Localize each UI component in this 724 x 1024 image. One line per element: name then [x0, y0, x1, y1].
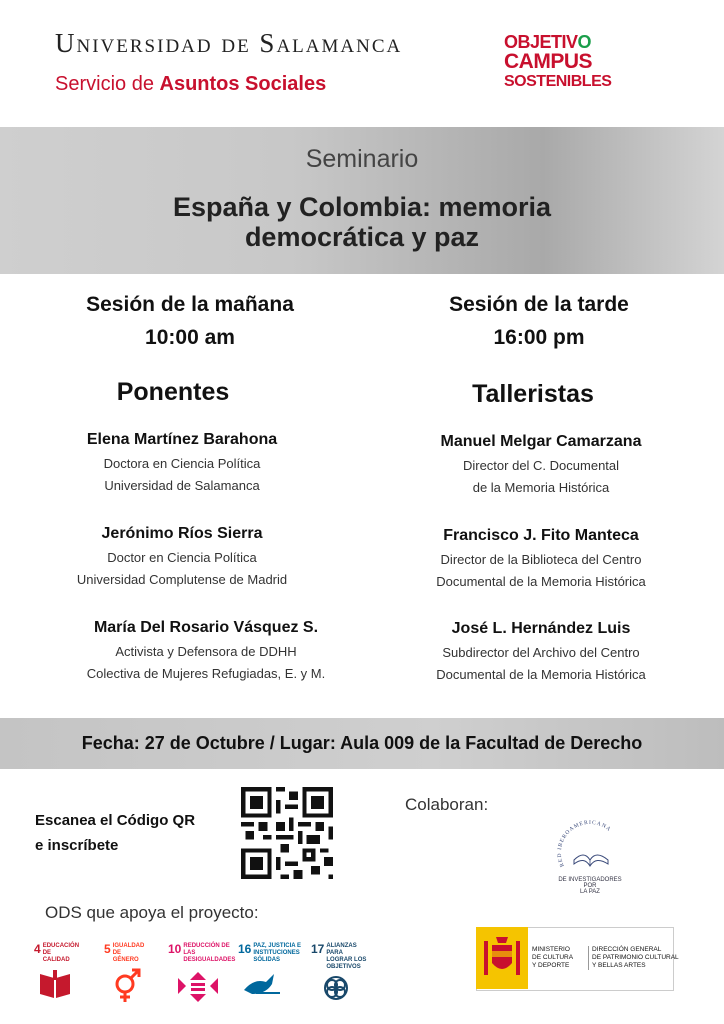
- workshop-leader-3: José L. Hernández Luis Subdirector del Archivo del Centro Documental de la Memoria Histórica: [436, 620, 646, 682]
- sdg-17: 17 ALIANZAS PARA LOGRAR LOS OBJETIVOS: [311, 943, 367, 1010]
- speaker-2: Jerónimo Ríos Sierra Doctor en Ciencia Política Universidad Complutense de Madrid: [76, 525, 288, 587]
- qr-code[interactable]: [241, 787, 333, 879]
- sdg-5: 5 IGUALDAD DE GÉNERO: [104, 943, 146, 1009]
- book-icon: [34, 964, 76, 1000]
- session-title: Sesión de la tarde: [449, 293, 629, 316]
- sdg-16: 16 PAZ, JUSTICIA E INSTITUCIONES SÓLIDAS: [238, 943, 302, 1003]
- session-time: 16:00 pm: [493, 326, 585, 349]
- sdg-4: 4 EDUCACIÓN DE CALIDAD: [34, 943, 76, 1005]
- session-title: Sesión de la mañana: [86, 293, 294, 316]
- ponentes-heading: Ponentes: [116, 378, 230, 406]
- sdg-10: 10 REDUCCIÓN DE LAS DESIGUALDADES: [168, 943, 228, 1009]
- afternoon-session: [369, 288, 709, 354]
- workshop-leader-1: Manuel Melgar Camarzana Director del C. Documental de la Memoria Histórica: [440, 433, 642, 495]
- session-time: 10:00 am: [145, 326, 235, 349]
- book-logo-icon: [552, 820, 628, 872]
- speaker-3: María Del Rosario Vásquez S. Activista y Defensora de DDHH Colectiva de Mujeres Refugiadas, E. y M.: [86, 619, 326, 681]
- objetivo-campus-logo: OBJETIVO CAMPUS SOSTENIBLES: [504, 32, 612, 90]
- direccion-general-name: DIRECCIÓN GENERAL DE PATRIMONIO CULTURAL Y BELLAS ARTES: [588, 946, 679, 970]
- morning-session: [20, 288, 360, 354]
- qr-instructions: Escanea el Código QR e inscríbete: [35, 812, 196, 854]
- university-name: Universidad de Salamanca: [55, 28, 403, 58]
- workshop-leader-2: Francisco J. Fito Manteca Director de la Biblioteca del Centro Documental de la Memoria Histórica: [436, 527, 646, 589]
- equality-icon: [168, 964, 228, 1004]
- coat-of-arms-icon: [476, 927, 528, 989]
- gender-icon: [104, 964, 146, 1004]
- date-location: Fecha: 27 de Octubre / Lugar: Aula 009 de la Facultad de Derecho: [81, 733, 643, 753]
- dove-icon: [238, 964, 288, 998]
- service-name: Servicio de Asuntos Sociales: [55, 73, 327, 95]
- talleristas-heading: Talleristas: [472, 380, 594, 408]
- colaboran-label: Colaboran:: [405, 795, 489, 814]
- ods-label: ODS que apoya el proyecto:: [45, 903, 259, 922]
- seminar-title: España y Colombia: memoria democrática y paz: [172, 192, 552, 252]
- ministry-name: MINISTERIO DE CULTURA Y DEPORTE: [532, 946, 574, 969]
- red-iberoamericana-logo: RED IBEROAMERICANA DE INVESTIGADORES POR LA PAZ: [552, 820, 628, 888]
- svg-text:RED IBEROAMERICANA: RED IBEROAMERICANA: [556, 820, 613, 868]
- coat-of-arms: [476, 927, 528, 989]
- seminar-kicker: Seminario: [305, 145, 419, 173]
- rings-icon: [311, 971, 361, 1005]
- speaker-1: Elena Martínez Barahona Doctora en Ciencia Política Universidad de Salamanca: [86, 431, 278, 493]
